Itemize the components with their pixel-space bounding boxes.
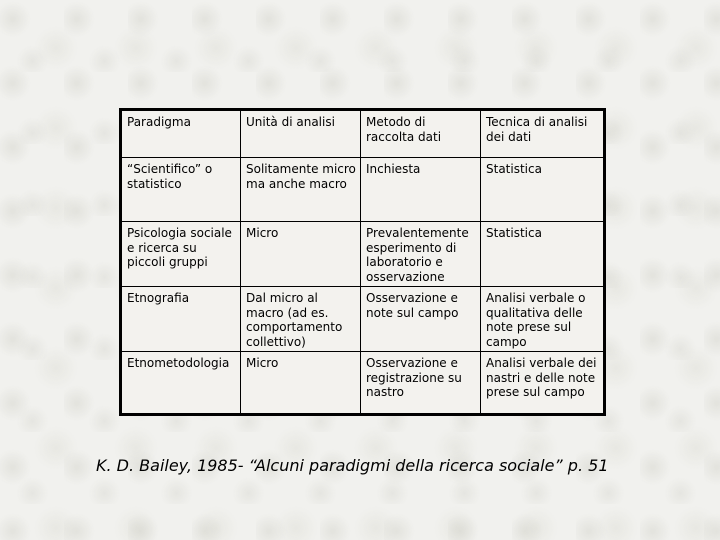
table-cell: Analisi verbale o qualitativa delle note prese sul campo: [481, 287, 605, 352]
table-cell: Osservazione e note sul campo: [361, 287, 481, 352]
table-cell: Psicologia sociale e ricerca su piccoli gruppi: [121, 222, 241, 287]
table-cell: Analisi verbale dei nastri e delle note prese sul campo: [481, 352, 605, 415]
table-row: [121, 287, 605, 352]
paradigms-table: [119, 108, 606, 416]
table-cell: Statistica: [481, 222, 605, 287]
table-cell: Micro: [241, 352, 361, 415]
table-cell: Osservazione e registrazione su nastro: [361, 352, 481, 415]
table-cell: Dal micro al macro (ad es. comportamento collettivo): [241, 287, 361, 352]
header-cell-paradigma: Paradigma: [121, 110, 241, 158]
table-cell: Etnometodologia: [121, 352, 241, 415]
header-cell-tecnica: Tecnica di analisi dei dati: [481, 110, 605, 158]
table-cell: Micro: [241, 222, 361, 287]
table-cell: Etnografia: [121, 287, 241, 352]
table-row: [121, 352, 605, 415]
table-row: [121, 158, 605, 222]
table-header-row: [121, 110, 605, 158]
table-cell: Solitamente micro ma anche macro: [241, 158, 361, 222]
citation-caption: K. D. Bailey, 1985- “Alcuni paradigmi della ricerca sociale” p. 51: [96, 456, 609, 475]
table-row: [121, 222, 605, 287]
table-cell: Inchiesta: [361, 158, 481, 222]
table-cell: “Scientifico” o statistico: [121, 158, 241, 222]
table-cell: Statistica: [481, 158, 605, 222]
table-cell: Prevalentemente esperimento di laboratorio e osservazione: [361, 222, 481, 287]
header-cell-metodo: Metodo di raccolta dati: [361, 110, 481, 158]
header-cell-unita: Unità di analisi: [241, 110, 361, 158]
